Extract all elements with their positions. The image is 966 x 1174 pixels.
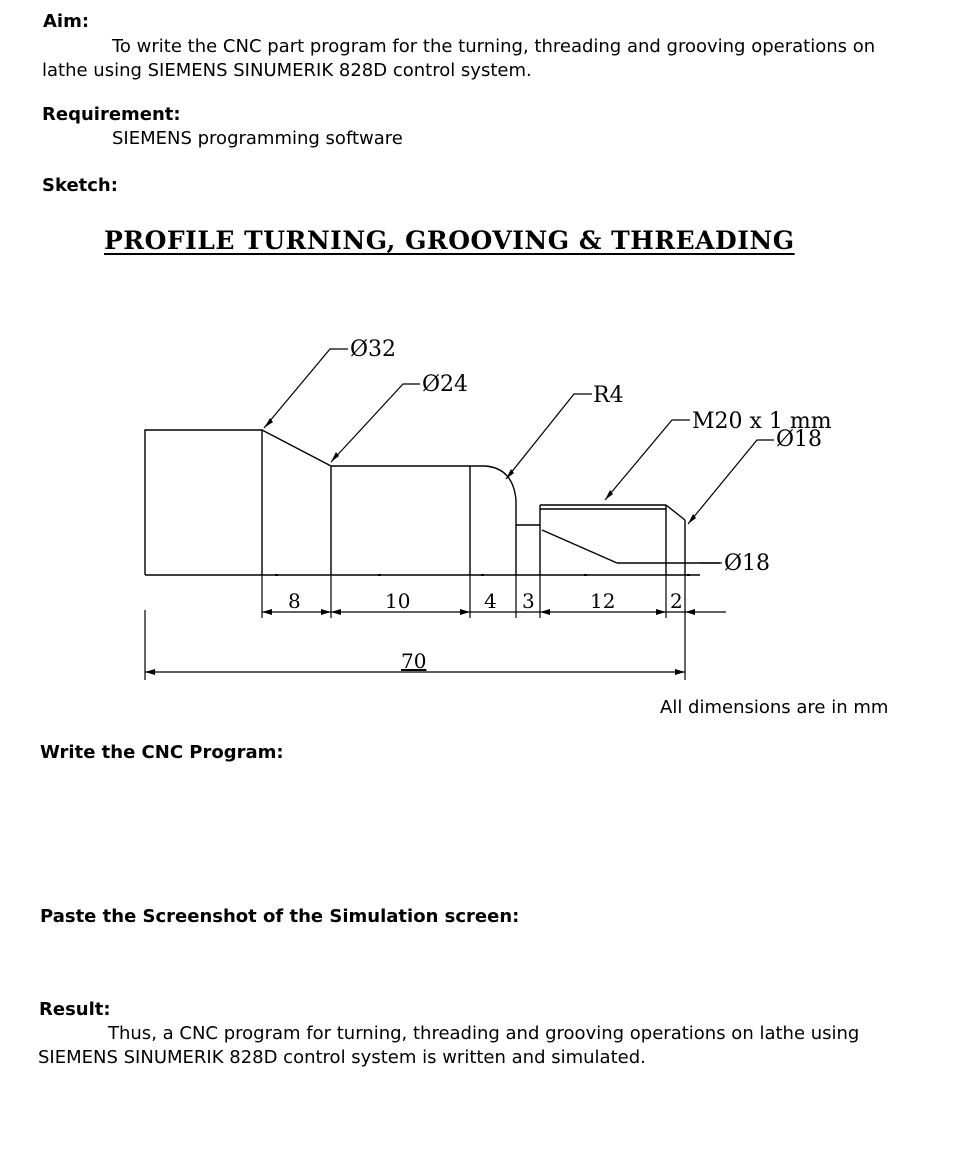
stock-outline	[145, 430, 262, 575]
dim-seg6: 2	[670, 589, 683, 613]
units-note: All dimensions are in mm	[660, 697, 889, 718]
dim-overall: 70	[401, 649, 427, 673]
dim-seg2: 10	[385, 589, 411, 613]
program-heading: Write the CNC Program:	[40, 742, 284, 763]
label-thread: M20 x 1 mm	[692, 409, 832, 434]
dim-seg3: 4	[484, 589, 497, 613]
label-d18-right: Ø18	[724, 551, 771, 576]
leader-thread	[605, 420, 690, 500]
dim-seg1: 8	[288, 589, 301, 613]
aim-heading: Aim:	[43, 11, 90, 32]
groove-outline	[516, 505, 540, 575]
leader-d32	[264, 349, 348, 428]
requirement-heading: Requirement:	[42, 104, 181, 125]
simulation-heading: Paste the Screenshot of the Simulation screen:	[40, 906, 520, 927]
leader-d24	[331, 384, 420, 462]
label-d24: Ø24	[422, 372, 469, 397]
dim-seg4: 3	[522, 589, 535, 613]
taper-edge	[262, 430, 331, 466]
label-d32: Ø32	[350, 337, 397, 362]
sketch-heading: Sketch:	[42, 175, 118, 196]
r4-fillet	[470, 466, 516, 575]
leader-d18-top	[688, 440, 774, 524]
label-d18-top: Ø18	[776, 427, 823, 452]
sketch-title: PROFILE TURNING, GROOVING & THREADING	[104, 226, 795, 255]
label-r4: R4	[593, 383, 624, 408]
aim-text: To write the CNC part program for the turning, threading and grooving operations on lathe using SIEMENS SINUMERIK 828D control system.	[42, 36, 876, 81]
inner-taper-line	[542, 530, 617, 563]
requirement-text: SIEMENS programming software	[112, 128, 403, 149]
end-chamfer	[666, 505, 685, 520]
dim-seg5: 12	[590, 589, 616, 613]
result-heading: Result:	[39, 999, 111, 1020]
result-text: Thus, a CNC program for turning, threading and grooving operations on lathe using SIEMENS SINUMERIK 828D control system is written and simulated.	[38, 1023, 860, 1068]
leader-r4	[506, 394, 592, 479]
